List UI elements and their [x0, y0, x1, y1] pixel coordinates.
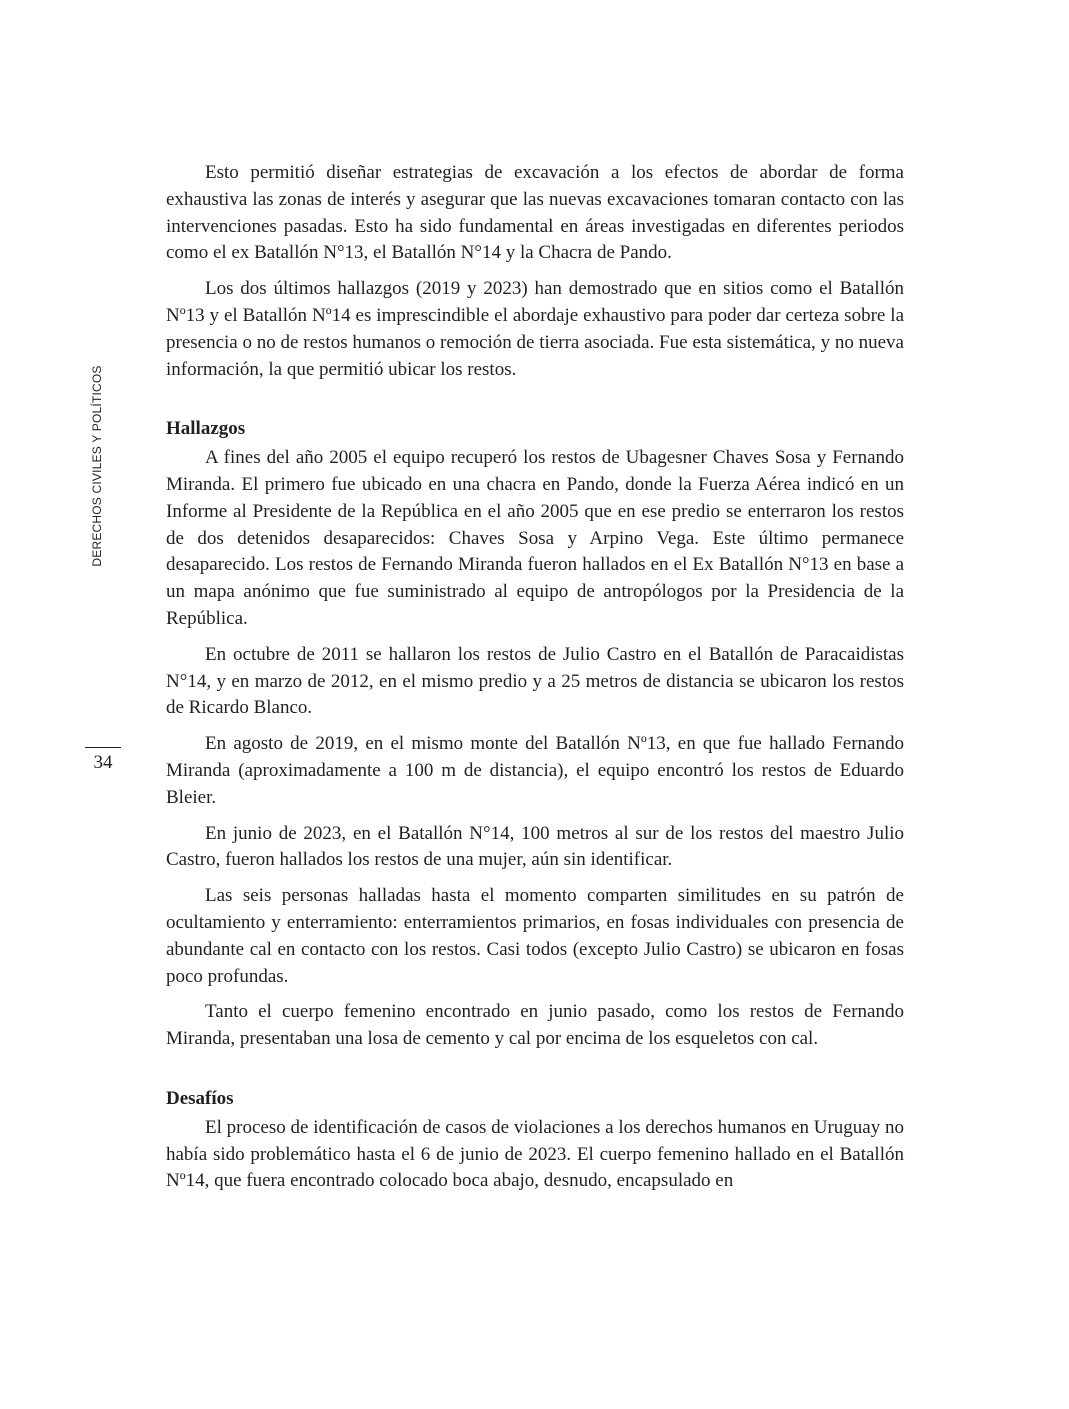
page-number-rule: [85, 747, 121, 748]
body-text: [166, 160, 904, 1195]
section-hallazgos: [166, 416, 904, 1053]
paragraph: Esto permitió diseñar estrategias de excavación a los efectos de abordar de forma exhaustiva las zonas de interés y asegurar que las nuevas excavaciones tomaran contacto con las intervenciones pasadas. Esto ha sido fundamental en áreas investigadas en diferentes periodos como el ex Batallón N°13, el Batallón N°14 y la Chacra de Pando.: [166, 162, 904, 264]
paragraph: A fines del año 2005 el equipo recuperó los restos de Ubagesner Chaves Sosa y Fernando Miranda. El primero fue ubicado en una chacra en Pando, donde la Fuerza Aérea indicó en un Informe al Presidente de la República en el año 2005 que en ese predio se enterraron los restos de dos detenidos desaparecidos: Chaves Sosa y Arpino Vega. Este último permanece desaparecido. Los restos de Fernando Miranda fueron hallados en el Ex Batallón N°13 en base a un mapa anónimo que fue suministrado al equipo de antropólogos por la Presidencia de la República.: [166, 447, 904, 629]
paragraph: El proceso de identificación de casos de violaciones a los derechos humanos en Uruguay no había sido problemático hasta el 6 de junio de 2023. El cuerpo femenino hallado en el Batallón Nº14, que fuera encontrado colocado boca abajo, desnudo, encapsulado en: [166, 1116, 904, 1192]
paragraph: Las seis personas halladas hasta el momento comparten similitudes en su patrón de ocultamiento y enterramiento: enterramientos primarios, en fosas individuales con presencia de abundante cal en contacto con los restos. Casi todos (excepto Julio Castro) se ubicaron en fosas poco profundas.: [166, 885, 904, 987]
running-header-vertical: DERECHOS CIVILES Y POLÍTICOS: [90, 365, 104, 567]
section-heading: Hallazgos: [166, 418, 246, 440]
section-heading: Desafíos: [166, 1087, 234, 1109]
paragraph: Tanto el cuerpo femenino encontrado en junio pasado, como los restos de Fernando Miranda, presentaban una losa de cemento y cal por encima de los esqueletos con cal.: [166, 1001, 904, 1050]
paragraph: En octubre de 2011 se hallaron los restos de Julio Castro en el Batallón de Paracaidistas N°14, y en marzo de 2012, en el mismo predio y a 25 metros de distancia se ubicaron los restos de Ricardo Blanco.: [166, 643, 904, 719]
paragraph: En junio de 2023, en el Batallón N°14, 100 metros al sur de los restos del maestro Julio Castro, fueron hallados los restos de una mujer, aún sin identificar.: [166, 822, 904, 871]
paragraph: En agosto de 2019, en el mismo monte del Batallón Nº13, en que fue hallado Fernando Miranda (aproximadamente a 100 m de distancia), el equipo encontró los restos de Eduardo Bleier.: [166, 733, 904, 808]
paragraph: Los dos últimos hallazgos (2019 y 2023) han demostrado que en sitios como el Batallón Nº13 y el Batallón Nº14 es imprescindible el abordaje exhaustivo para poder dar certeza sobre la presencia o no de restos humanos o remoción de tierra asociada. Fue esta sistemática, y no nueva información, la que permitió ubicar los restos.: [166, 278, 904, 380]
section-desafios: [166, 1086, 904, 1195]
page-number: 34: [93, 752, 113, 773]
